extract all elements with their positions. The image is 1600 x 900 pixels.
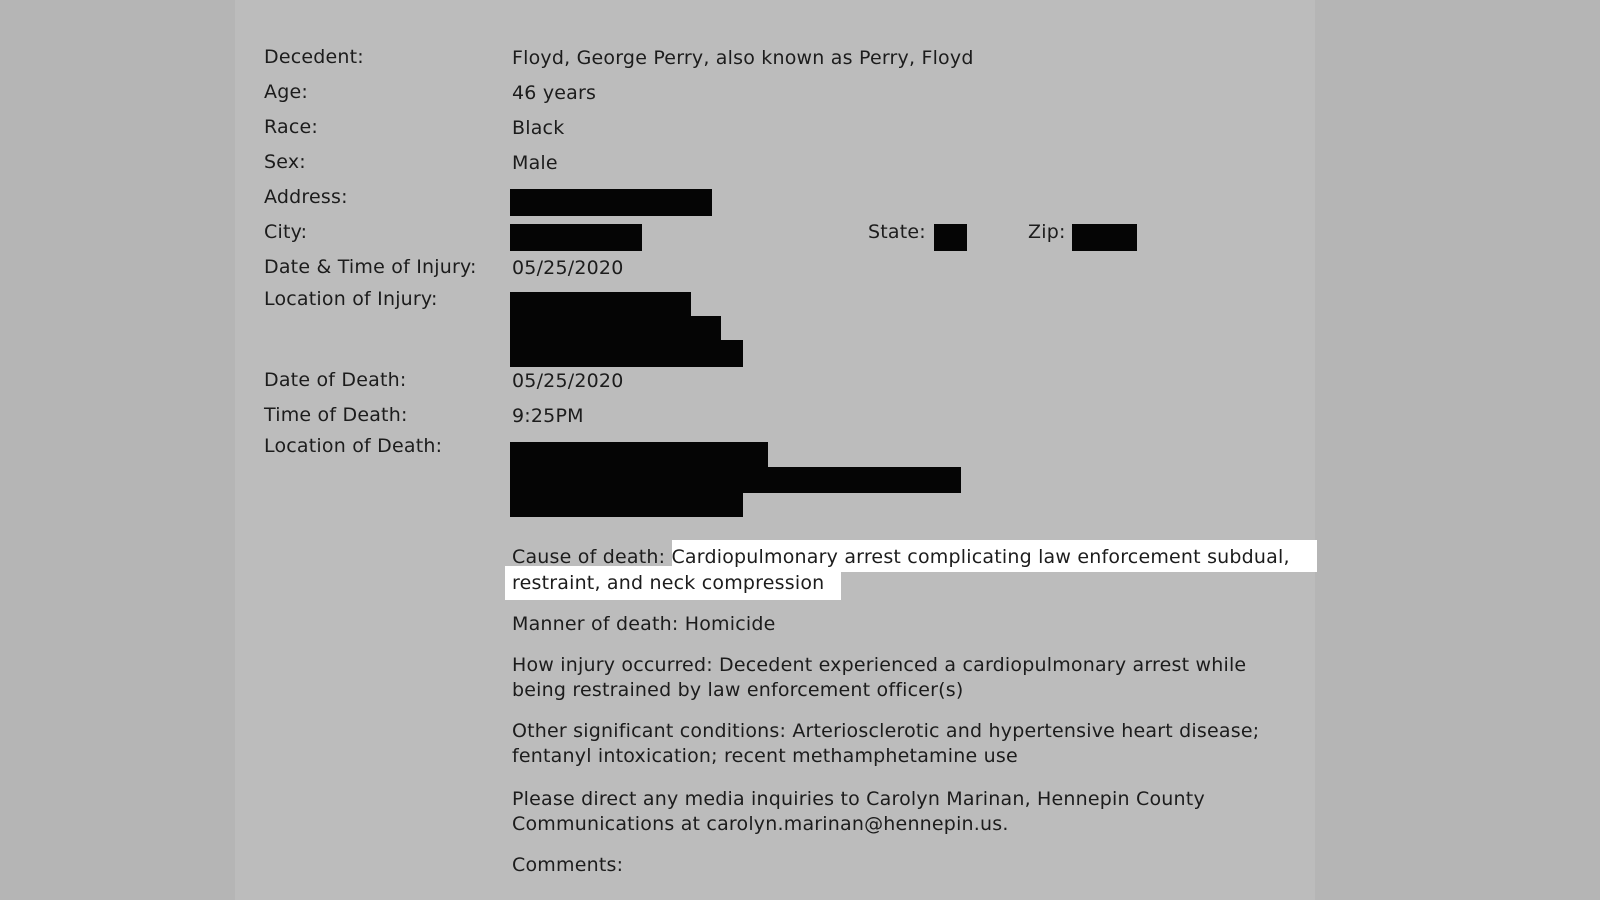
cause-text-2: restraint, and neck compression xyxy=(512,572,825,594)
death-location-redaction-2 xyxy=(510,467,961,493)
age-value: 46 years xyxy=(512,82,597,104)
injury-datetime-label: Date & Time of Injury: xyxy=(264,256,477,278)
injury-location-redaction-3 xyxy=(510,340,743,367)
death-location-redaction-1 xyxy=(510,442,768,467)
decedent-label: Decedent: xyxy=(264,46,364,68)
injury-datetime-value: 05/25/2020 xyxy=(512,257,624,279)
sex-label: Sex: xyxy=(264,151,306,173)
cause-text-1: Cardiopulmonary arrest complicating law enforcement subdual, xyxy=(671,546,1290,568)
state-redaction xyxy=(934,224,967,251)
media-inquiries-line-2: Communications at carolyn.marinan@hennepin.us. xyxy=(512,813,1009,835)
age-label: Age: xyxy=(264,81,308,103)
state-label: State: xyxy=(868,221,926,243)
other-conditions-line-1: Other significant conditions: Arteriosclerotic and hypertensive heart disease; xyxy=(512,720,1260,742)
death-date-value: 05/25/2020 xyxy=(512,370,624,392)
how-injury-line-1: How injury occurred: Decedent experienced a cardiopulmonary arrest while xyxy=(512,654,1247,676)
comments-label: Comments: xyxy=(512,854,624,876)
city-redaction xyxy=(510,224,642,251)
race-label: Race: xyxy=(264,116,318,138)
injury-location-redaction-1 xyxy=(510,292,691,316)
address-redaction xyxy=(510,189,712,216)
media-inquiries-line-1: Please direct any media inquiries to Carolyn Marinan, Hennepin County xyxy=(512,788,1205,810)
death-location-redaction-3 xyxy=(510,493,743,517)
death-time-value: 9:25PM xyxy=(512,405,584,427)
cause-of-death-line-1 xyxy=(512,544,1290,570)
injury-location-label: Location of Injury: xyxy=(264,288,438,310)
death-date-label: Date of Death: xyxy=(264,369,407,391)
zip-label: Zip: xyxy=(1028,221,1066,243)
race-value: Black xyxy=(512,117,565,139)
address-label: Address: xyxy=(264,186,348,208)
cause-label: Cause of death: xyxy=(512,546,666,568)
zip-redaction xyxy=(1072,224,1137,251)
decedent-value: Floyd, George Perry, also known as Perry, Floyd xyxy=(512,47,974,69)
other-conditions-line-2: fentanyl intoxication; recent methamphetamine use xyxy=(512,745,1018,767)
manner-of-death: Manner of death: Homicide xyxy=(512,613,776,635)
death-location-label: Location of Death: xyxy=(264,435,443,457)
death-time-label: Time of Death: xyxy=(264,404,408,426)
city-label: City: xyxy=(264,221,308,243)
sex-value: Male xyxy=(512,152,558,174)
how-injury-line-2: being restrained by law enforcement officer(s) xyxy=(512,679,964,701)
injury-location-redaction-2 xyxy=(510,316,721,340)
